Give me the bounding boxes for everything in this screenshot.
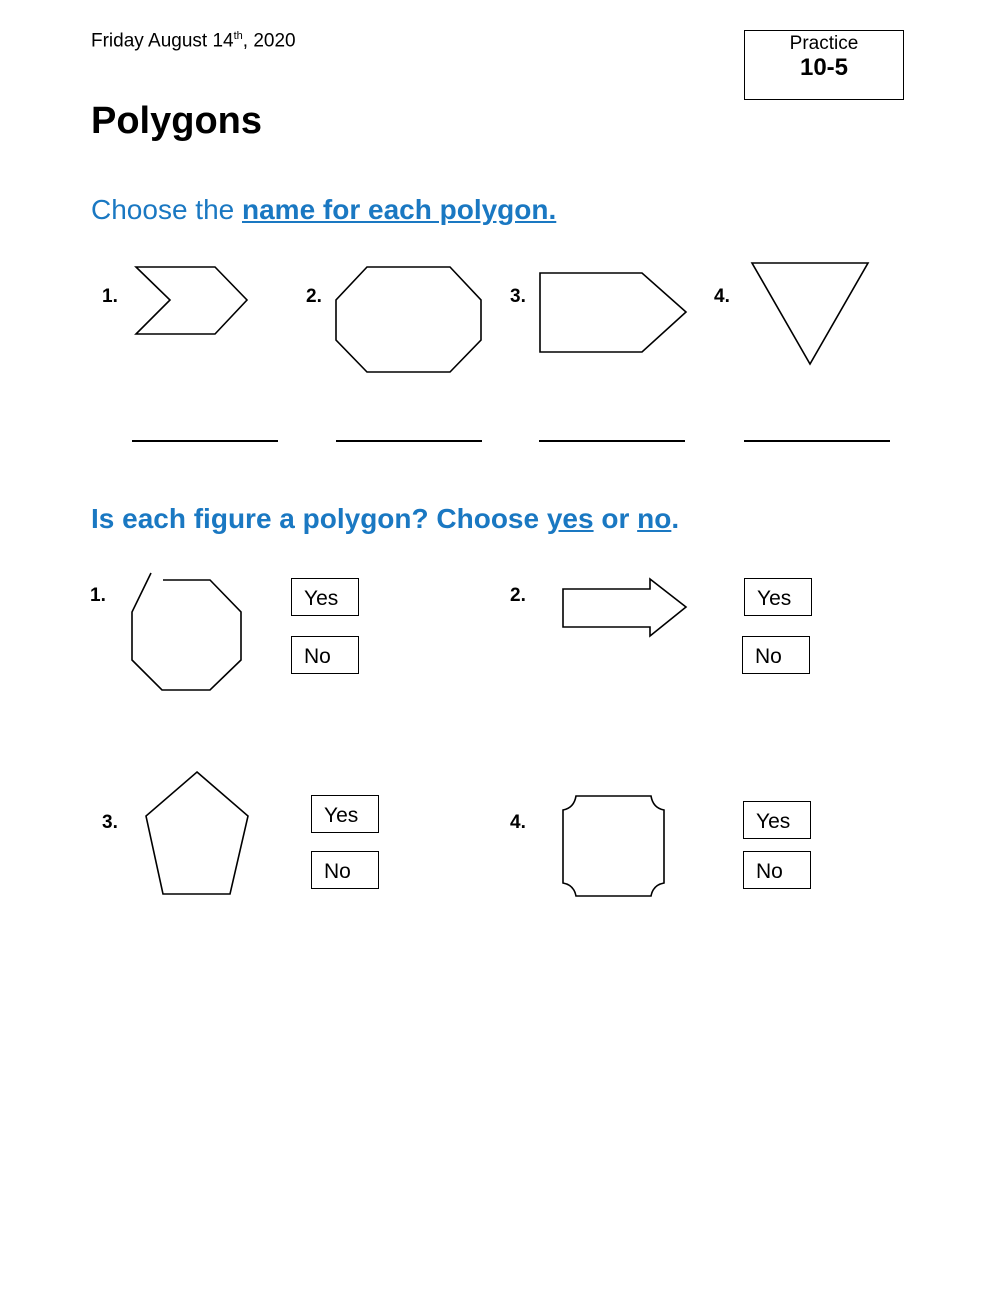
no-button[interactable]: No (742, 636, 810, 674)
no-button[interactable]: No (743, 851, 811, 889)
page-title: Polygons (91, 100, 263, 142)
item-number: 4. (510, 812, 526, 833)
item-number: 1. (90, 585, 106, 606)
item-number: 2. (306, 286, 322, 307)
item-number: 1. (102, 286, 118, 307)
yes-button[interactable]: Yes (311, 795, 379, 833)
date: Friday August 14th, 2020 (91, 30, 296, 52)
practice-number: 10-5 (799, 54, 849, 81)
practice-label: Practice (789, 33, 859, 54)
yes-button[interactable]: Yes (744, 578, 812, 616)
no-button[interactable]: No (291, 636, 359, 674)
section2-instruction: Is each figure a polygon? Choose yes or no. (91, 503, 680, 534)
item-number: 2. (510, 585, 526, 606)
item-number: 4. (714, 286, 730, 307)
section1-instruction: Choose the name for each polygon. (91, 194, 557, 225)
item-number: 3. (510, 286, 526, 307)
no-button[interactable]: No (311, 851, 379, 889)
yes-button[interactable]: Yes (743, 801, 811, 839)
item-number: 3. (102, 812, 118, 833)
yes-button[interactable]: Yes (291, 578, 359, 616)
